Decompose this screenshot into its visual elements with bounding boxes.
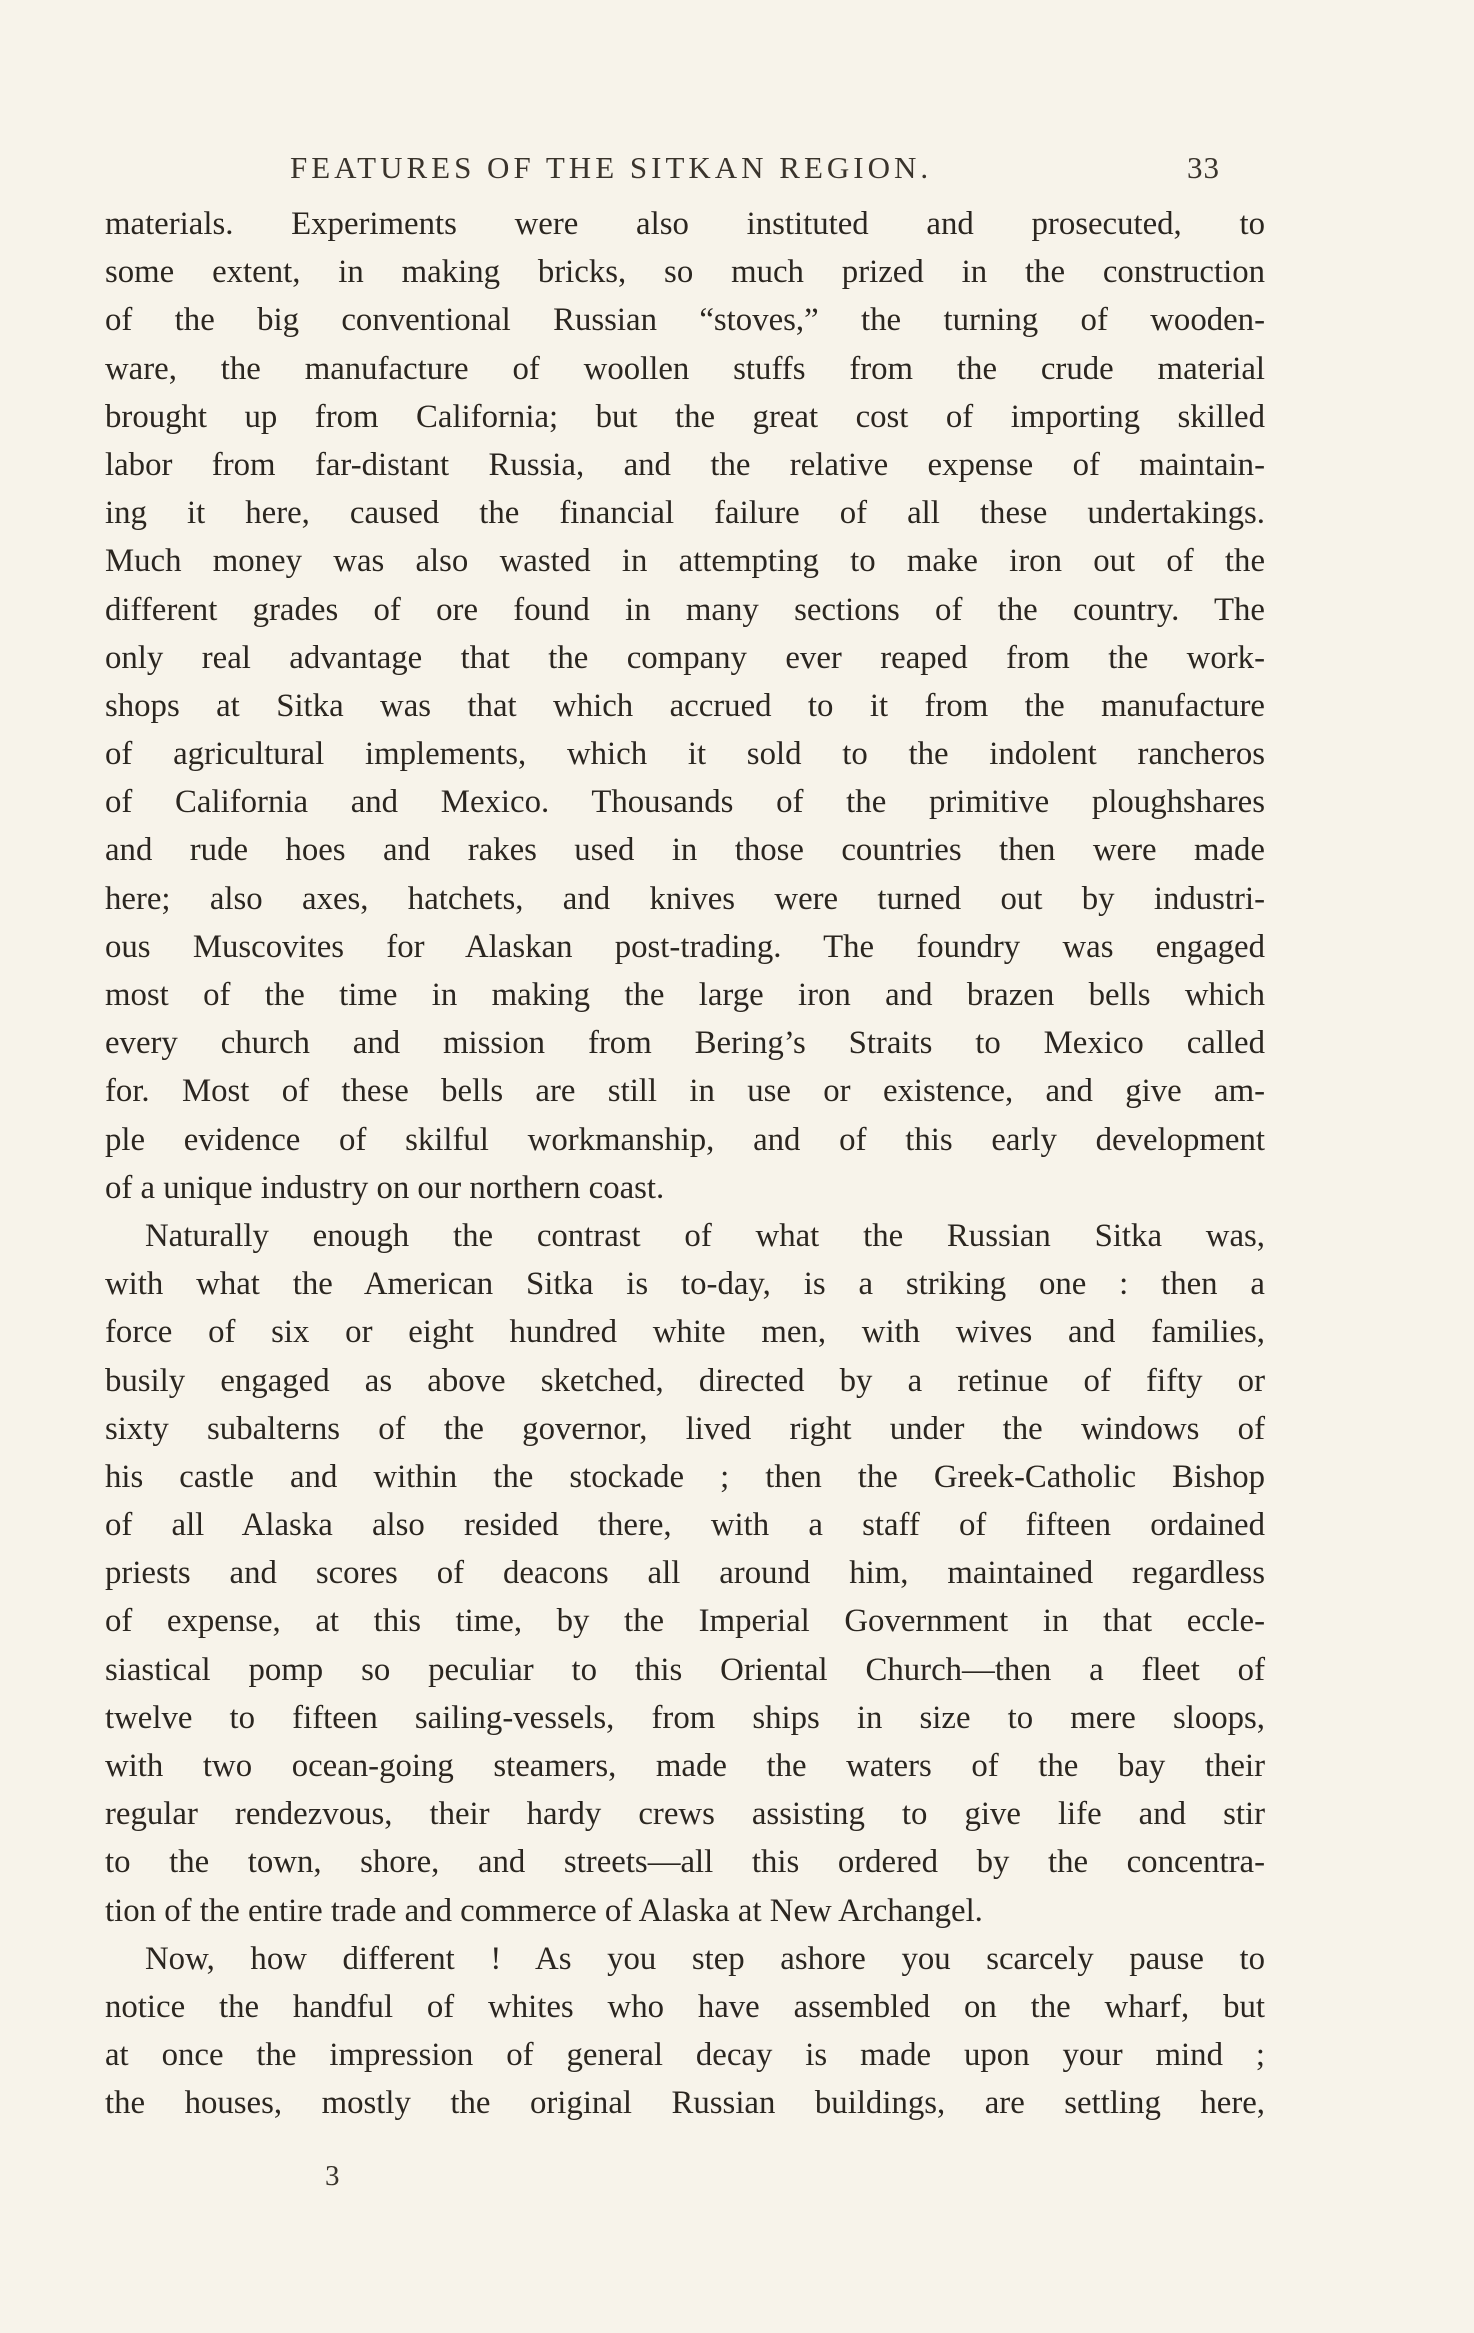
text-line: of California and Mexico. Thousands of the primitive ploughshares <box>105 784 1265 821</box>
text-line: ous Muscovites for Alaskan post-trading. The foundry was engaged <box>105 928 1265 965</box>
text-line: busily engaged as above sketched, directed by a retinue of fifty or <box>105 1362 1265 1399</box>
text-line: Now, how different ! As you step ashore you scarcely pause to <box>145 1940 1265 1977</box>
signature-mark: 3 <box>325 2160 340 2192</box>
text-line: of all Alaska also resided there, with a staff of fifteen ordained <box>105 1507 1265 1544</box>
text-line: most of the time in making the large iron and brazen bells which <box>105 977 1265 1013</box>
page-number: 33 <box>1187 150 1220 185</box>
text-line: labor from far-distant Russia, and the relative expense of maintain- <box>105 446 1265 483</box>
text-line: Naturally enough the contrast of what the Russian Sitka was, <box>145 1217 1265 1254</box>
body-text <box>105 200 1265 2128</box>
text-line: only real advantage that the company ever reaped from the work- <box>105 639 1265 676</box>
text-line: for. Most of these bells are still in use or existence, and give am- <box>105 1073 1265 1110</box>
text-line: of a unique industry on our northern coast. <box>105 1169 665 1206</box>
text-line: sixty subalterns of the governor, lived right under the windows of <box>105 1410 1265 1447</box>
text-line: regular rendezvous, their hardy crews assisting to give life and stir <box>105 1796 1265 1833</box>
text-line: materials. Experiments were also instituted and prosecuted, to <box>105 206 1265 242</box>
text-line: ware, the manufacture of woollen stuffs from the crude material <box>105 350 1265 387</box>
text-line: ple evidence of skilful workmanship, and of this early development <box>105 1121 1265 1158</box>
text-line: brought up from California; but the great cost of importing skilled <box>105 398 1265 435</box>
text-line: to the town, shore, and streets—all this ordered by the concentra- <box>105 1844 1265 1881</box>
text-line: of the big conventional Russian “stoves,” the turning of wooden- <box>105 302 1265 339</box>
text-line: shops at Sitka was that which accrued to it from the manufacture <box>105 687 1265 724</box>
text-line: with what the American Sitka is to-day, is a striking one : then a <box>105 1266 1265 1303</box>
text-line: notice the handful of whites who have assembled on the wharf, but <box>105 1988 1265 2025</box>
text-line: twelve to fifteen sailing-vessels, from ships in size to mere sloops, <box>105 1699 1265 1736</box>
text-line: of expense, at this time, by the Imperial Government in that eccle- <box>105 1603 1265 1640</box>
text-line: some extent, in making bricks, so much prized in the construction <box>105 254 1265 291</box>
text-line: Much money was also wasted in attempting to make iron out of the <box>105 543 1265 580</box>
running-head <box>290 150 1240 190</box>
running-title: FEATURES OF THE SITKAN REGION. <box>290 150 933 185</box>
text-line: at once the impression of general decay is made upon your mind ; <box>105 2037 1265 2074</box>
text-line: force of six or eight hundred white men, with wives and families, <box>105 1314 1265 1351</box>
text-line: of agricultural implements, which it sold to the indolent rancheros <box>105 736 1265 773</box>
text-line: and rude hoes and rakes used in those countries then were made <box>105 832 1265 869</box>
text-line: tion of the entire trade and commerce of Alaska at New Archangel. <box>105 1892 983 1929</box>
text-line: his castle and within the stockade ; then the Greek-Catholic Bishop <box>105 1458 1265 1495</box>
text-line: siastical pomp so peculiar to this Oriental Church—then a fleet of <box>105 1651 1265 1688</box>
text-line: ing it here, caused the financial failure of all these undertakings. <box>105 495 1265 532</box>
text-line: every church and mission from Bering’s Straits to Mexico called <box>105 1025 1265 1062</box>
text-line: the houses, mostly the original Russian buildings, are settling here, <box>105 2085 1265 2122</box>
text-line: here; also axes, hatchets, and knives were turned out by industri- <box>105 880 1265 917</box>
text-line: priests and scores of deacons all around him, maintained regardless <box>105 1555 1265 1592</box>
text-line: different grades of ore found in many sections of the country. The <box>105 591 1265 628</box>
text-line: with two ocean-going steamers, made the waters of the bay their <box>105 1748 1265 1784</box>
